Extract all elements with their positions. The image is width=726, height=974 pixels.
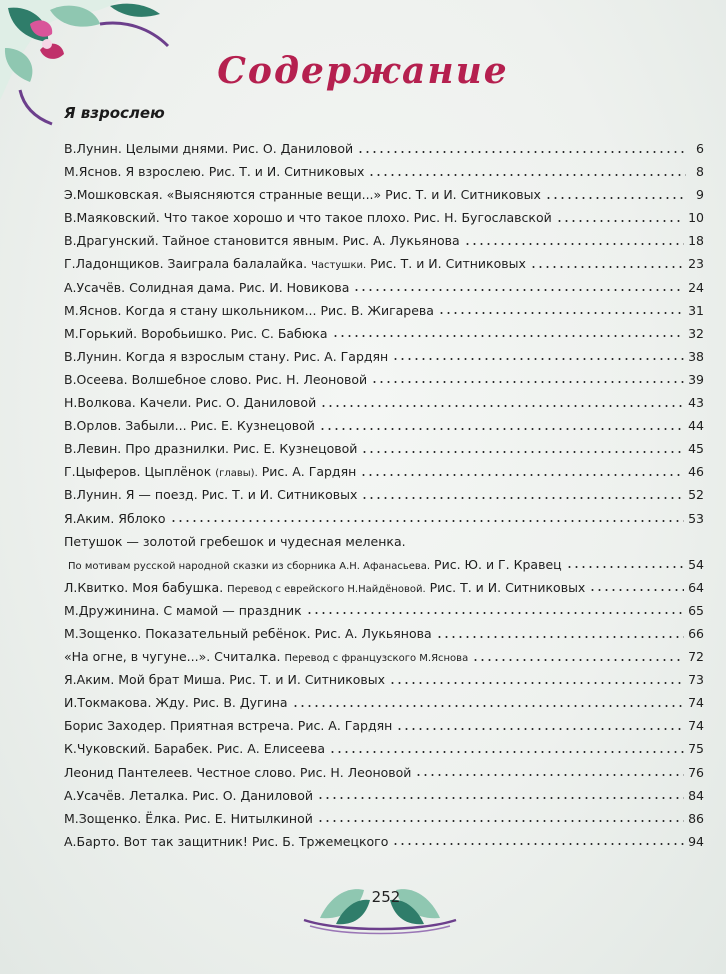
toc-entry: [64, 507, 704, 530]
toc-page-number: 24: [688, 279, 704, 295]
toc-entry-title: [68, 553, 562, 576]
dot-leader: [415, 774, 684, 776]
dot-leader: [357, 151, 686, 153]
table-of-contents: [64, 137, 704, 853]
toc-entry-text: Г.Ладонщиков. Заиграла балалайка.: [64, 256, 312, 272]
dot-leader: [545, 197, 686, 199]
toc-page-number: 45: [688, 441, 704, 457]
toc-entry-text: М.Зощенко. Показательный ребёнок. Рис. А. Лукьянова: [64, 625, 432, 641]
toc-entry-title: [64, 507, 166, 530]
toc-entry-title: [64, 229, 460, 252]
toc-entry: [64, 737, 704, 760]
toc-page-number: 39: [688, 371, 704, 387]
toc-entry: [64, 160, 704, 183]
toc-page-number: 8: [696, 164, 704, 180]
page-number: 252: [371, 888, 401, 906]
toc-entry-note: Перевод с еврейского Н.Найдёновой.: [227, 583, 426, 595]
toc-entry: [64, 645, 704, 668]
toc-entry-text: Н.Волкова. Качели. Рис. О. Даниловой: [64, 395, 317, 411]
toc-entry: [64, 206, 704, 229]
toc-entry-text: Я.Аким. Мой брат Миша. Рис. Т. и И. Ситниковых: [64, 672, 386, 688]
toc-entry-text: В.Лунин. Я — поезд. Рис. Т. и И. Ситниковых: [64, 487, 358, 503]
dot-leader: [317, 797, 684, 799]
toc-entry: [64, 622, 704, 645]
toc-entry-title: [64, 322, 328, 345]
toc-entry-title: [64, 183, 541, 206]
toc-entry-title: [64, 368, 367, 391]
toc-entry: [64, 830, 704, 853]
toc-page-number: 72: [688, 649, 704, 665]
toc-page-number: 64: [688, 579, 704, 595]
dot-leader: [566, 566, 684, 568]
toc-page-number: 73: [688, 672, 704, 688]
toc-entry-title: [64, 483, 357, 506]
dot-leader: [396, 728, 684, 730]
dot-leader: [317, 820, 684, 822]
toc-entry-title: [64, 276, 349, 299]
toc-page-number: 74: [688, 718, 704, 734]
dot-leader: [329, 751, 684, 753]
dot-leader: [332, 335, 685, 337]
toc-entry-title: [64, 807, 313, 830]
toc-entry-title: [64, 691, 288, 714]
toc-entry-text: М.Яснов. Когда я стану школьником... Рис. В. Жигарева: [64, 302, 434, 318]
toc-entry: [64, 460, 704, 483]
dot-leader: [170, 520, 685, 522]
toc-page-number: 53: [688, 510, 704, 526]
dot-leader: [556, 220, 684, 222]
dot-leader: [368, 174, 686, 176]
toc-page-number: 52: [688, 487, 704, 503]
toc-entry-text: «На огне, в чугуне...». Считалка.: [64, 649, 285, 665]
toc-entry: [64, 345, 704, 368]
toc-entry-title: [64, 668, 385, 691]
toc-entry-title: [64, 206, 552, 229]
dot-leader: [389, 682, 684, 684]
toc-entry-title: [64, 391, 316, 414]
toc-entry: [64, 437, 704, 460]
toc-entry-text: В.Осеева. Волшебное слово. Рис. Н. Леоновой: [64, 371, 368, 387]
toc-entry: [64, 183, 704, 206]
toc-entry-title: [64, 460, 356, 483]
toc-entry: [64, 576, 704, 599]
toc-entry-text: В.Левин. Про дразнилки. Рис. Е. Кузнецовой: [64, 441, 358, 457]
toc-entry-text: Рис. А. Гардян: [257, 464, 357, 480]
toc-entry: [64, 599, 704, 622]
toc-page-number: 44: [688, 418, 704, 434]
dot-leader: [353, 289, 684, 291]
toc-entry-title: [64, 576, 585, 599]
toc-entry-text: Рис. Ю. и Г. Кравец: [430, 556, 562, 572]
toc-entry-title: [64, 645, 468, 668]
toc-page-number: 84: [688, 787, 704, 803]
toc-entry-note: Частушки.: [311, 260, 367, 272]
dot-leader: [320, 405, 684, 407]
dot-leader: [292, 705, 685, 707]
toc-entry-title: [64, 622, 432, 645]
toc-entry-note: (главы).: [215, 468, 258, 480]
toc-entry: [64, 137, 704, 160]
toc-page-number: 46: [688, 464, 704, 480]
toc-entry: [64, 553, 704, 576]
toc-entry-title: [64, 599, 302, 622]
section-heading: Я взрослею: [64, 104, 165, 122]
toc-page-number: 65: [688, 602, 704, 618]
toc-entry-text: А.Усачёв. Солидная дама. Рис. И. Новикова: [64, 279, 350, 295]
toc-page-number: 74: [688, 695, 704, 711]
toc-page-number: 86: [688, 810, 704, 826]
dot-leader: [464, 243, 684, 245]
toc-entry-text: Э.Мошковская. «Выясняются странные вещи...» Рис. Т. и И. Ситниковых: [64, 187, 541, 203]
toc-entry-text: Борис Заходер. Приятная встреча. Рис. А. Гардян: [64, 718, 393, 734]
toc-entry-text: Рис. Т. и И. Ситниковых: [425, 579, 586, 595]
dot-leader: [306, 612, 684, 614]
toc-entry-title: [64, 345, 388, 368]
toc-entry-title: [64, 714, 392, 737]
toc-entry-title: [64, 530, 406, 553]
toc-entry: [64, 368, 704, 391]
toc-entry-text: Петушок — золотой гребешок и чудесная меленка.: [64, 533, 406, 549]
toc-entry: [64, 299, 704, 322]
toc-page-number: 76: [688, 764, 704, 780]
dot-leader: [472, 659, 684, 661]
toc-entry-title: [64, 137, 353, 160]
toc-page-number: 94: [688, 833, 704, 849]
dot-leader: [392, 843, 684, 845]
toc-entry-text: К.Чуковский. Барабек. Рис. А. Елисеева: [64, 741, 325, 757]
dot-leader: [589, 589, 684, 591]
toc-entry-text: Л.Квитко. Моя бабушка.: [64, 579, 228, 595]
dot-leader: [530, 266, 684, 268]
toc-page-number: 10: [688, 210, 704, 226]
toc-entry-title: [64, 252, 526, 275]
toc-entry: [64, 714, 704, 737]
toc-entry: [64, 229, 704, 252]
toc-entry-text: М.Горький. Воробьишко. Рис. С. Бабюка: [64, 325, 328, 341]
toc-entry: [64, 322, 704, 345]
dot-leader: [319, 428, 684, 430]
toc-page-number: 6: [696, 141, 704, 156]
toc-page-number: 18: [688, 233, 704, 249]
toc-entry-text: М.Зощенко. Ёлка. Рис. Е. Нитылкиной: [64, 810, 313, 826]
toc-entry-title: [64, 437, 357, 460]
dot-leader: [392, 358, 684, 360]
dot-leader: [360, 474, 684, 476]
toc-entry-text: И.Токмакова. Жду. Рис. В. Дугина: [64, 695, 288, 711]
dot-leader: [361, 497, 684, 499]
toc-entry-title: [64, 784, 313, 807]
toc-entry: [64, 784, 704, 807]
toc-entry: [64, 252, 704, 275]
toc-page-number: 54: [688, 556, 704, 572]
toc-entry-title: [64, 761, 411, 784]
dot-leader: [438, 312, 684, 314]
toc-page-number: 75: [688, 741, 704, 757]
toc-page-number: 43: [688, 395, 704, 411]
toc-page-number: 31: [688, 302, 704, 318]
toc-page-number: 9: [696, 187, 704, 203]
toc-entry-text: В.Драгунский. Тайное становится явным. Рис. А. Лукьянова: [64, 233, 460, 249]
page-title: Содержание: [217, 50, 509, 92]
toc-entry-text: М.Яснов. Я взрослею. Рис. Т. и И. Ситниковых: [64, 164, 365, 180]
toc-entry-text: В.Лунин. Когда я взрослым стану. Рис. А. Гардян: [64, 348, 389, 364]
toc-entry-text: В.Маяковский. Что такое хорошо и что такое плохо. Рис. Н. Бугославской: [64, 210, 552, 226]
toc-entry: [64, 414, 704, 437]
dot-leader: [371, 381, 684, 383]
toc-entry-text: Рис. Т. и И. Ситниковых: [366, 256, 526, 272]
toc-page-number: 38: [688, 348, 704, 364]
toc-entry-text: А.Усачёв. Леталка. Рис. О. Даниловой: [64, 787, 314, 803]
toc-entry-text: В.Орлов. Забыли... Рис. Е. Кузнецовой: [64, 418, 315, 434]
toc-entry-title: [64, 414, 315, 437]
toc-entry: [64, 276, 704, 299]
toc-entry: [64, 761, 704, 784]
toc-entry: [64, 807, 704, 830]
dot-leader: [436, 636, 684, 638]
toc-entry-title: [64, 830, 388, 853]
toc-entry-text: Г.Цыферов. Цыплёнок: [64, 464, 216, 480]
toc-entry-note: Перевод с французского М.Яснова: [284, 653, 469, 665]
toc-entry: [64, 391, 704, 414]
toc-entry-note: По мотивам русской народной сказки из сборника А.Н. Афанасьева.: [68, 560, 431, 572]
toc-entry-text: А.Барто. Вот так защитник! Рис. Б. Тржемецкого: [64, 833, 389, 849]
toc-page-number: 23: [688, 256, 704, 272]
toc-entry-title: [64, 299, 434, 322]
toc-entry-text: Я.Аким. Яблоко: [64, 510, 166, 526]
toc-entry-text: М.Дружинина. С мамой — праздник: [64, 602, 302, 618]
dot-leader: [361, 451, 684, 453]
toc-entry-title: [64, 160, 364, 183]
toc-entry-title: [64, 737, 325, 760]
leaf-footer-ornament: [300, 876, 460, 936]
toc-entry-text: Леонид Пантелеев. Честное слово. Рис. Н. Леоновой: [64, 764, 412, 780]
toc-entry: [64, 668, 704, 691]
toc-page-number: 32: [688, 325, 704, 341]
toc-entry: [64, 691, 704, 714]
toc-page-number: 66: [688, 625, 704, 641]
toc-entry: [64, 483, 704, 506]
toc-entry: [64, 530, 704, 553]
toc-entry-text: В.Лунин. Целыми днями. Рис. О. Даниловой: [64, 141, 354, 156]
